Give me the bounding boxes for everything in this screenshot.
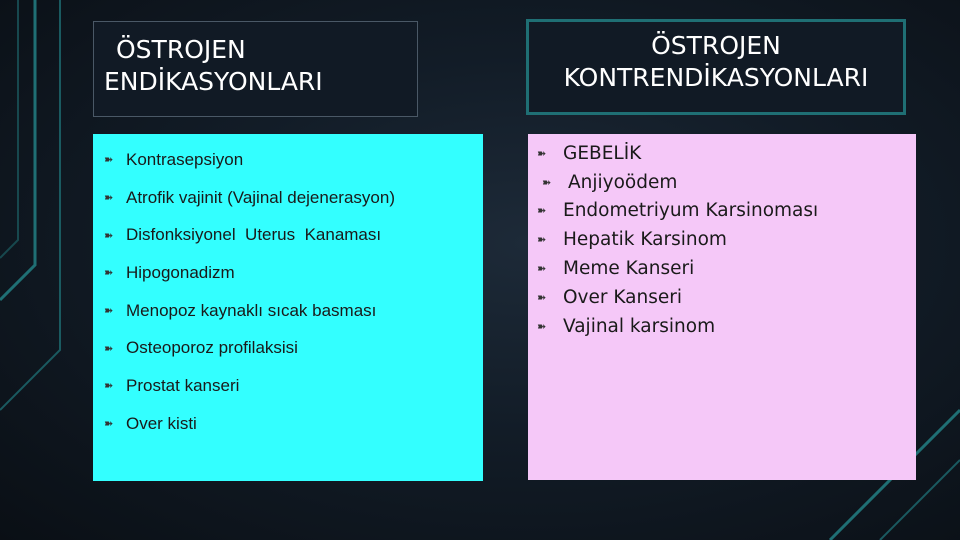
contraindications-list [528, 134, 916, 480]
arrow-bullet-icon: ➽ [537, 204, 545, 218]
indications-title [93, 21, 418, 117]
list-item-label: Menopoz kaynaklı sıcak basması [126, 300, 377, 320]
indications-title-line2: ENDİKASYONLARI [104, 67, 323, 96]
arrow-bullet-icon: ➽ [104, 305, 112, 318]
contraindications-title-line2: KONTRENDİKASYONLARI [563, 63, 869, 92]
list-item-label: Disfonksiyonel Uterus Kanaması [126, 225, 382, 245]
contraindications-title-line1: ÖSTROJEN [651, 31, 781, 60]
arrow-bullet-icon: ➽ [104, 418, 112, 431]
list-item [528, 168, 916, 197]
list-item-label: Prostat kanseri [126, 375, 240, 395]
list-item-label: Endometriyum Karsinoması [563, 200, 819, 222]
list-item [528, 139, 916, 168]
list-item [93, 254, 483, 292]
list-item-label: Atrofik vajinit (Vajinal dejenerasyon) [126, 187, 395, 207]
arrow-bullet-icon: ➽ [104, 229, 112, 242]
list-item [93, 179, 483, 217]
arrow-bullet-icon: ➽ [537, 146, 545, 160]
list-item [528, 312, 916, 341]
list-item-label: Hipogonadizm [126, 262, 235, 282]
arrow-bullet-icon: ➽ [104, 267, 112, 280]
list-item-label: Meme Kanseri [563, 258, 695, 280]
indications-title-line1: ÖSTROJEN [116, 35, 246, 64]
arrow-bullet-icon: ➽ [537, 319, 545, 333]
contraindications-title [526, 19, 906, 115]
list-item [528, 197, 916, 226]
list-item [93, 292, 483, 330]
arrow-bullet-icon: ➽ [104, 380, 112, 393]
list-item-label: Over Kanseri [563, 286, 683, 308]
indications-list [93, 134, 483, 481]
arrow-bullet-icon: ➽ [104, 342, 112, 355]
list-item-label: Anjiyoödem [568, 171, 678, 193]
arrow-bullet-icon: ➽ [542, 175, 550, 189]
arrow-bullet-icon: ➽ [104, 192, 112, 205]
list-item [93, 216, 483, 254]
list-item [93, 141, 483, 179]
arrow-bullet-icon: ➽ [537, 262, 545, 276]
list-item-label: Over kisti [126, 413, 197, 433]
list-item [93, 329, 483, 367]
list-item [93, 405, 483, 443]
list-item-label: Vajinal karsinom [563, 315, 716, 337]
list-item [528, 254, 916, 283]
list-item-label: Kontrasepsiyon [126, 149, 244, 169]
list-item-label: GEBELİK [563, 142, 642, 164]
arrow-bullet-icon: ➽ [537, 233, 545, 247]
list-item [528, 283, 916, 312]
list-item-label: Hepatik Karsinom [563, 229, 727, 251]
list-item [528, 225, 916, 254]
arrow-bullet-icon: ➽ [104, 154, 112, 167]
list-item-label: Osteoporoz profilaksisi [126, 338, 298, 358]
arrow-bullet-icon: ➽ [537, 290, 545, 304]
list-item [93, 367, 483, 405]
